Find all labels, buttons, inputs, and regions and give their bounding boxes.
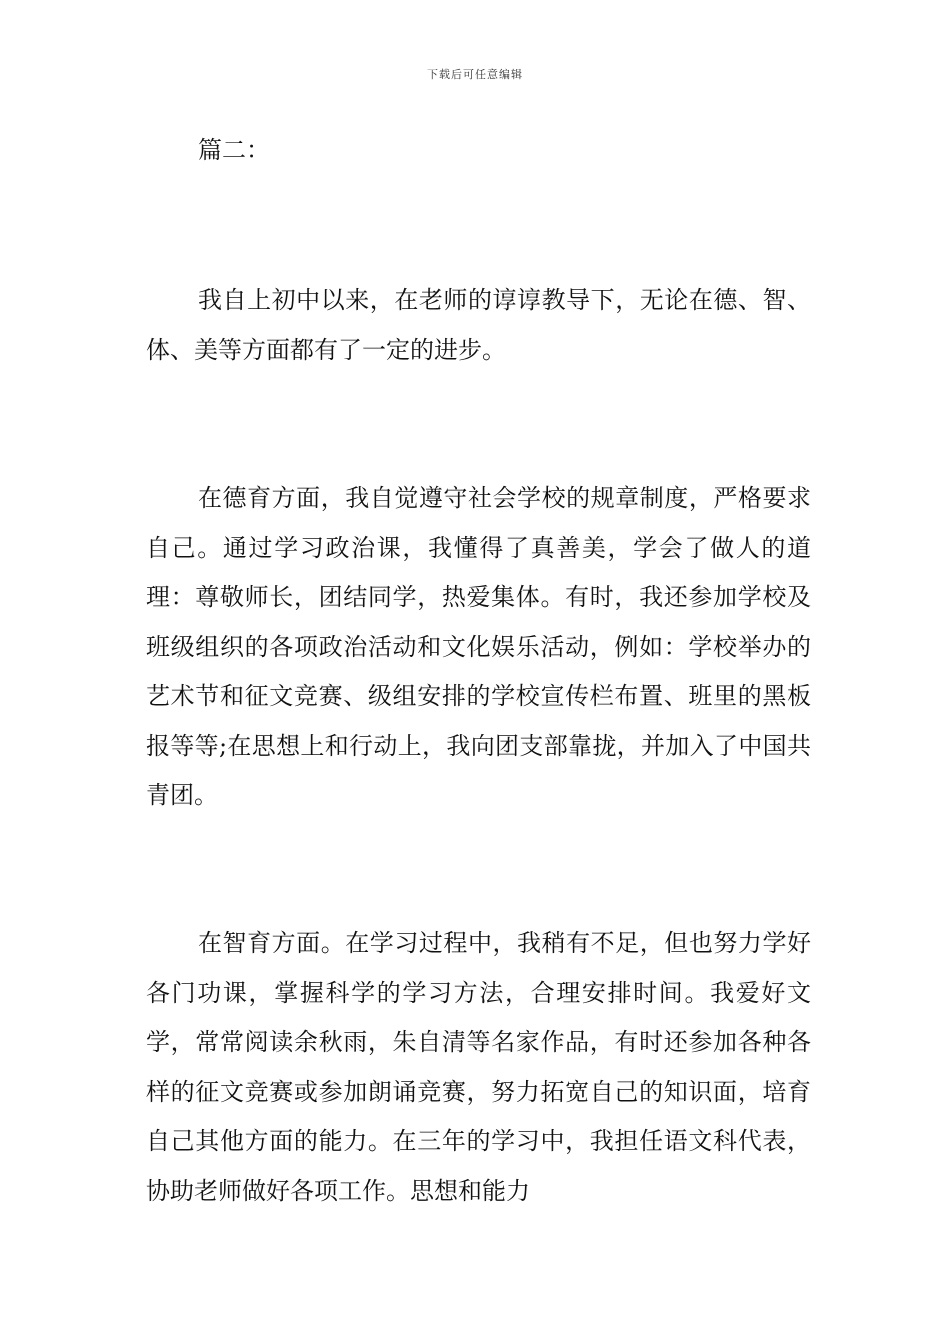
paragraph-intellectual-education: 在智育方面。在学习过程中，我稍有不足，但也努力学好各门功课，掌握科学的学习方法，合理安排时间。我爱好文学，常常阅读余秋雨，朱自清等名家作品，有时还参加各种各样的征文竞赛或参加朗诵竞赛，努力拓宽自己的知识面，培育自己其他方面的能力。在三年的学习中，我担任语文科代表，协助老师做好各项工作。思想和能力 <box>146 929 811 1205</box>
paragraph-moral-education: 在德育方面，我自觉遵守社会学校的规章制度，严格要求自己。通过学习政治课，我懂得了真善美，学会了做人的道理：尊敬师长，团结同学，热爱集体。有时，我还参加学校及班级组织的各项政治活动和文化娱乐活动，例如：学校举办的艺术节和征文竞赛、级组安排的学校宣传栏布置、班里的黑板报等等;在思想上和行动上，我向团支部靠拢，并加入了中国共青团。 <box>146 484 811 809</box>
section-title: 篇二： <box>198 136 270 164</box>
page-header-note: 下载后可任意编辑 <box>427 68 523 81</box>
paragraph-intro: 我自上初中以来，在老师的谆谆教导下，无论在德、智、体、美等方面都有了一定的进步。 <box>146 286 811 364</box>
